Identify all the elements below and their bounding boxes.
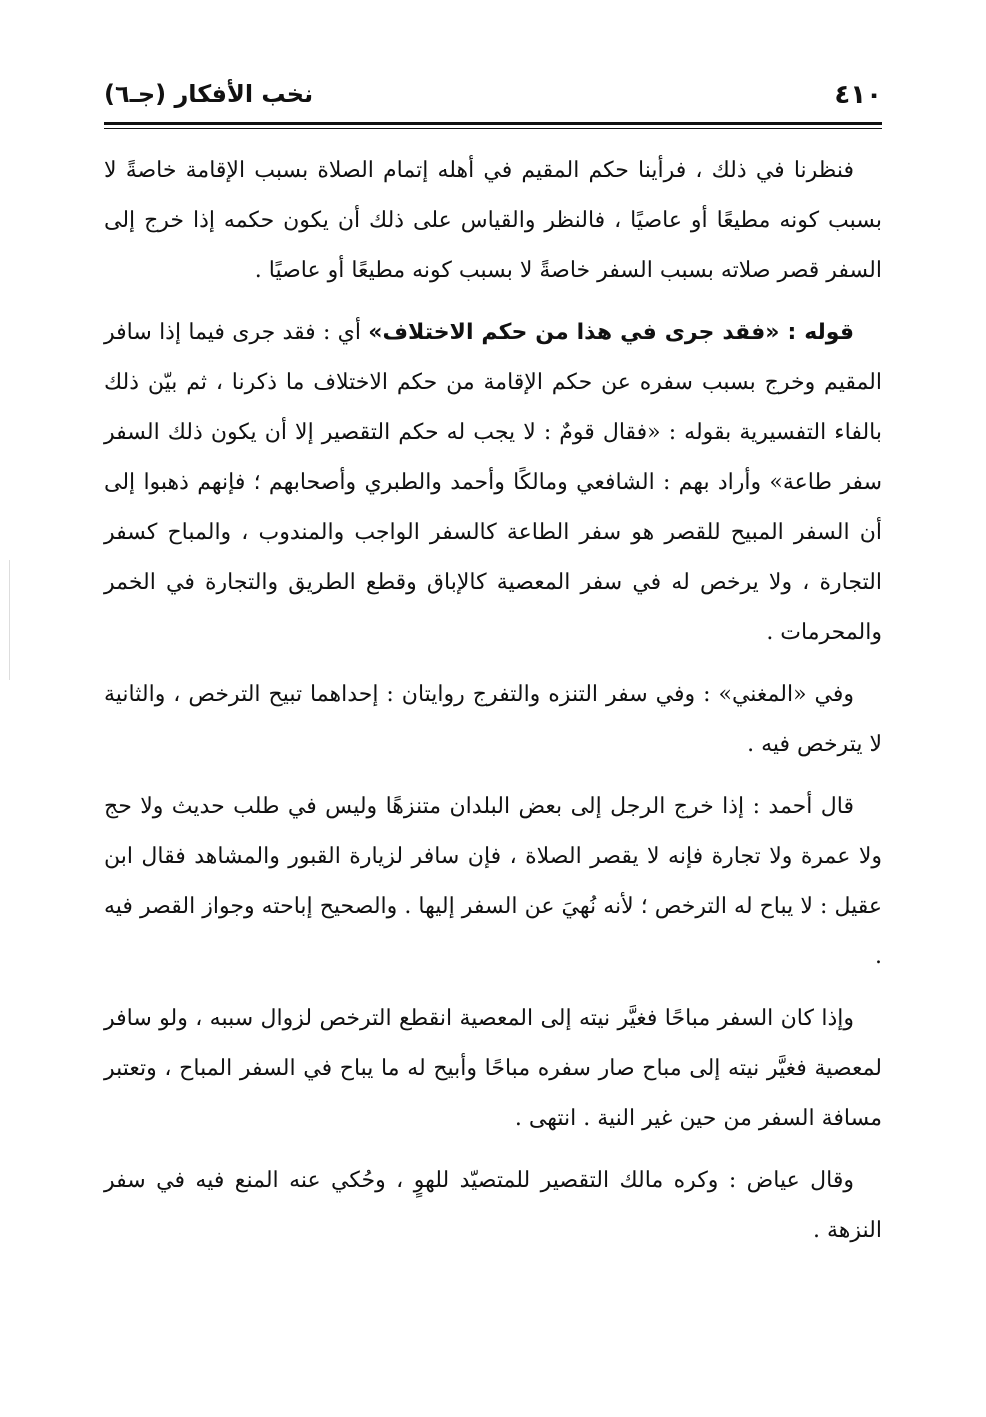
running-title: نخب الأفكار (جـ٦) [104,80,314,108]
page-number: ٤١٠ [834,80,882,110]
paragraph-5-text: وإذا كان السفر مباحًا فغيَّر نيته إلى المعصية انقطع الترخص لزوال سببه ، ولو سافر لمعصية فغيَّر نيته إلى مباح صار سفره مباحًا وأبيح له ما يباح في السفر المباح ، وتعتبر مسافة السفر من حين غير النية . انتهى . [104,1006,882,1131]
paragraph-4-text: قال أحمد : إذا خرج الرجل إلى بعض البلدان متنزهًا وليس في طلب حديث ولا حج ولا عمرة ولا تجارة فإنه لا يقصر الصلاة ، فإن سافر لزيارة القبور والمشاهد فقال ابن عقيل : لا يباح له الترخص ؛ لأنه نُهيَ عن السفر إليها . والصحيح إباحته وجواز القصر فيه . [104,794,882,969]
header-rule-thin [104,128,882,129]
paragraph-5 [104,994,882,1144]
paragraph-6 [104,1156,882,1256]
paragraph-1 [104,146,882,296]
body-text [104,146,882,1268]
paragraph-1-text: فنظرنا في ذلك ، فرأينا حكم المقيم في أهله إتمام الصلاة بسبب الإقامة خاصةً لا بسبب كونه مطيعًا أو عاصيًا ، فالنظر والقياس على ذلك أن يكون حكمه إذا خرج إلى السفر قصر صلاته بسبب السفر خاصةً لا بسبب كونه مطيعًا أو عاصيًا . [104,158,882,283]
page-header [104,74,882,124]
paragraph-4 [104,782,882,982]
scan-margin-mark [9,560,10,680]
paragraph-2 [104,308,882,658]
paragraph-2-text: أي : فقد جرى فيما إذا سافر المقيم وخرج بسبب سفره عن حكم الإقامة من حكم الاختلاف ما ذكرنا ، ثم بيّن ذلك بالفاء التفسيرية بقوله : «فقال قومٌ : لا يجب له حكم التقصير إلا أن يكون ذلك السفر سفر طاعة» وأراد بهم : الشافعي ومالكًا وأحمد والطبري وأصحابهم ؛ فإنهم ذهبوا إلى أن السفر المبيح للقصر هو سفر الطاعة كالسفر الواجب والمندوب ، والمباح كسفر التجارة ، ولا يرخص له في سفر المعصية كالإباق وقطع الطريق والتجارة في الخمر والمحرمات . [104,320,882,645]
paragraph-2-quote-lead: قوله : «فقد جرى في هذا من حكم الاختلاف» [368,320,854,345]
header-rule-thick [104,122,882,125]
paragraph-6-text: وقال عياض : وكره مالك التقصير للمتصيّد للهوٍ ، وحُكي عنه المنع فيه في سفر النزهة . [104,1168,882,1243]
paragraph-3 [104,670,882,770]
paragraph-3-text: وفي «المغني» : وفي سفر التنزه والتفرج روايتان : إحداهما تبيح الترخص ، والثانية لا يترخص فيه . [104,682,882,757]
